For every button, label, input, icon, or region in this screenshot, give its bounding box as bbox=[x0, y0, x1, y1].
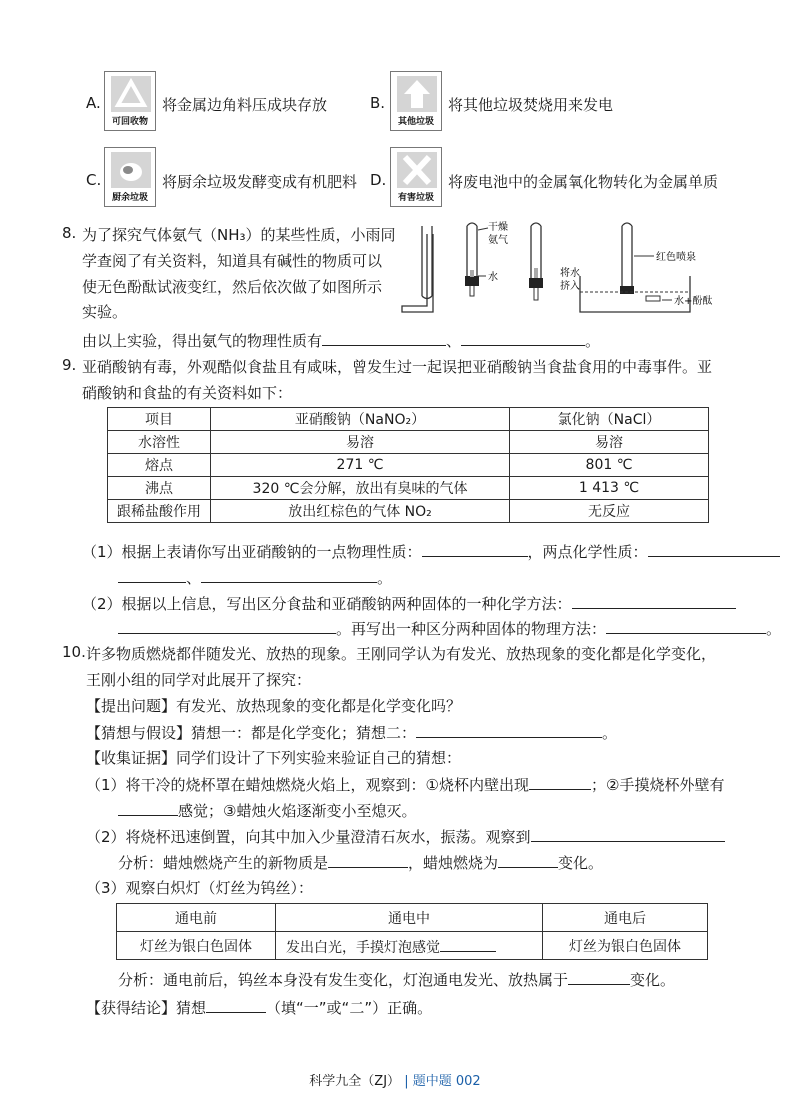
q10-analysis: 分析：通电前后，钨丝本身没有发生变化，灯泡通电发光、放热属于 变化。 bbox=[118, 968, 675, 990]
q9-number: 9. bbox=[62, 356, 77, 374]
q10-line-2: 王刚小组的同学对此展开了探究： bbox=[86, 671, 312, 689]
option-a-letter: A. bbox=[86, 94, 101, 112]
q10-blank-bulb-change[interactable] bbox=[568, 968, 630, 985]
table-header-row: 项目 亚硝酸钠（NaNO₂） 氯化钠（NaCl） bbox=[108, 408, 709, 431]
q10-blank-wall[interactable] bbox=[529, 773, 591, 790]
q10-bulb-table bbox=[116, 903, 708, 960]
option-d-letter: D. bbox=[370, 171, 387, 189]
q9-data-table bbox=[107, 407, 709, 523]
footer-sep: | bbox=[404, 1074, 409, 1089]
option-a-text: 将金属边角料压成块存放 bbox=[162, 96, 328, 114]
q8-number: 8. bbox=[62, 224, 77, 242]
q9-blank-chem-method[interactable] bbox=[572, 592, 736, 609]
q10-step-1-cont: 感觉；③蜡烛火焰逐渐变小至熄灭。 bbox=[118, 799, 416, 821]
q10-number: 10. bbox=[62, 643, 86, 661]
q9-blank-phys-method[interactable] bbox=[606, 617, 766, 634]
option-c-text: 将厨余垃圾发酵变成有机肥料 bbox=[162, 173, 358, 191]
option-b-letter: B. bbox=[370, 94, 386, 112]
footer-section: 题中题 bbox=[412, 1074, 452, 1089]
footer-book: 科学九全（ZJ） bbox=[309, 1074, 401, 1089]
q10-step-2: （2）将烧杯迅速倒置，向其中加入少量澄清石灰水，振荡。观察到 bbox=[86, 825, 725, 847]
option-b-text: 将其他垃圾焚烧用来发电 bbox=[448, 96, 614, 114]
q9-line-1: 亚硝酸钠有毒，外观酷似食盐且有咸味，曾发生过一起误把亚硝酸钠当食盐食用的中毒事件。亚 bbox=[82, 358, 713, 376]
label-fountain: 红色喷泉 bbox=[656, 252, 696, 263]
kitchen-waste-icon: 厨余垃圾 bbox=[104, 147, 156, 207]
q8-line-2: 学查阅了有关资料，知道具有碱性的物质可以 bbox=[82, 252, 383, 270]
q9-blank-chem-1[interactable] bbox=[648, 540, 780, 557]
q8-line-3: 使无色酚酞试液变红，然后依次做了如图所示 bbox=[82, 278, 383, 296]
label-dry: 干燥 bbox=[488, 222, 508, 233]
table-row: 沸点 320 ℃会分解，放出有臭味的气体 1 413 ℃ bbox=[108, 477, 709, 500]
label-ammonia: 氨气 bbox=[488, 235, 508, 246]
table-row: 灯丝为银白色固体 发出白光，手摸灯泡感觉 灯丝为银白色固体 bbox=[117, 932, 708, 960]
table-header-row: 通电前 通电中 通电后 bbox=[117, 904, 708, 932]
q10-question: 【提出问题】有发光、放热现象的变化都是化学变化吗？ bbox=[86, 697, 462, 715]
option-c-letter: C. bbox=[86, 171, 102, 189]
recyclable-icon: 可回收物 bbox=[104, 71, 156, 131]
q8-blank-1[interactable] bbox=[322, 329, 446, 346]
footer-page-number: 002 bbox=[455, 1074, 481, 1089]
q10-step-1: （1）将干冷的烧杯罩在蜡烛燃烧火焰上，观察到：①烧杯内壁出现 ；②手摸烧杯外壁有 bbox=[86, 773, 724, 795]
table-row: 跟稀盐酸作用 放出红棕色的气体 NO₂ 无反应 bbox=[108, 500, 709, 523]
q10-evidence: 【收集证据】同学们设计了下列实验来验证自己的猜想： bbox=[86, 749, 462, 767]
label-phenolphthalein: 水+酚酞 bbox=[674, 296, 713, 307]
table-row: 熔点 271 ℃ 801 ℃ bbox=[108, 454, 709, 477]
ammonia-experiment-figure bbox=[400, 216, 730, 316]
q9-blank-chem-1b[interactable] bbox=[118, 566, 186, 583]
q10-blank-change[interactable] bbox=[498, 851, 558, 868]
q10-line-1: 许多物质燃烧都伴随发光、放热的现象。王刚同学认为有发光、放热现象的变化都是化学变化， bbox=[86, 645, 717, 663]
q10-hypothesis: 【猜想与假设】猜想一：都是化学变化；猜想二： 。 bbox=[86, 721, 617, 743]
q9-line-2: 硝酸钠和食盐的有关资料如下： bbox=[82, 384, 293, 402]
q8-line-1: 为了探究气体氨气（NH₃）的某些性质，小雨同 bbox=[82, 226, 396, 244]
q10-blank-hypothesis[interactable] bbox=[416, 721, 602, 738]
q10-blank-product[interactable] bbox=[328, 851, 408, 868]
q10-blank-observe[interactable] bbox=[531, 825, 725, 842]
label-water: 水 bbox=[488, 272, 498, 283]
label-squeeze-2: 挤入 bbox=[560, 281, 580, 292]
q10-step-3: （3）观察白炽灯（灯丝为钨丝）： bbox=[86, 879, 314, 897]
hazardous-waste-icon: 有害垃圾 bbox=[390, 147, 442, 207]
q10-blank-feel[interactable] bbox=[118, 799, 178, 816]
q10-conclusion: 【获得结论】猜想 （填“一”或“二”）正确。 bbox=[86, 996, 432, 1018]
label-squeeze: 将水 bbox=[560, 268, 580, 279]
page-footer bbox=[0, 1070, 790, 1089]
q9-part-1-cont: 、 。 bbox=[118, 566, 392, 588]
q9-blank-physical[interactable] bbox=[422, 540, 528, 557]
q9-part-2-cont: 。再写出一种区分两种固体的物理方法： 。 bbox=[118, 617, 781, 639]
q9-blank-chem-2[interactable] bbox=[201, 566, 377, 583]
option-d-text: 将废电池中的金属氧化物转化为金属单质 bbox=[448, 173, 719, 191]
q10-step-2-analysis: 分析：蜡烛燃烧产生的新物质是 ，蜡烛燃烧为 变化。 bbox=[118, 851, 603, 873]
q8-line-4: 实验。 bbox=[82, 303, 128, 321]
q9-part-2: （2）根据以上信息，写出区分食盐和亚硝酸钠两种固体的一种化学方法： bbox=[82, 592, 736, 614]
q8-answer-line: 由以上实验，得出氨气的物理性质有 、 。 bbox=[82, 329, 600, 351]
q9-blank-chem-method-b[interactable] bbox=[118, 617, 336, 634]
q8-blank-2[interactable] bbox=[461, 329, 585, 346]
q10-blank-bulb-feel[interactable] bbox=[440, 935, 496, 952]
other-waste-icon: 其他垃圾 bbox=[390, 71, 442, 131]
q10-blank-conclusion[interactable] bbox=[206, 996, 266, 1013]
table-row: 水溶性 易溶 易溶 bbox=[108, 431, 709, 454]
q9-part-1: （1）根据上表请你写出亚硝酸钠的一点物理性质： ，两点化学性质： bbox=[82, 540, 780, 562]
